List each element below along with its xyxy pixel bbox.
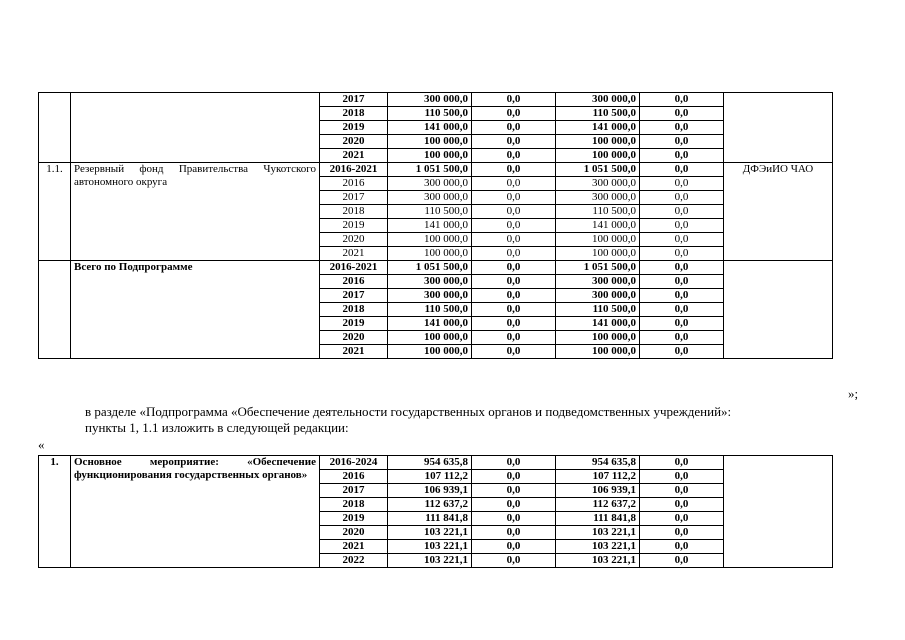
value-cell: 0,0 — [472, 135, 556, 149]
value-cell: 2016-2021 — [320, 261, 388, 275]
value-cell: 0,0 — [472, 345, 556, 359]
table-row — [39, 93, 833, 107]
value-cell: 103 221,1 — [556, 540, 640, 554]
value-cell: 0,0 — [472, 107, 556, 121]
value-cell: 2017 — [320, 289, 388, 303]
value-cell: 0,0 — [472, 331, 556, 345]
value-cell: 0,0 — [640, 303, 724, 317]
item-number-cell — [39, 93, 71, 163]
value-cell: 110 500,0 — [556, 107, 640, 121]
value-cell: 0,0 — [640, 163, 724, 177]
value-cell: 0,0 — [472, 554, 556, 568]
value-cell: 300 000,0 — [388, 93, 472, 107]
value-cell: 0,0 — [640, 121, 724, 135]
value-cell: 300 000,0 — [556, 289, 640, 303]
value-cell: 0,0 — [472, 456, 556, 470]
value-cell: 2021 — [320, 540, 388, 554]
value-cell: 0,0 — [640, 470, 724, 484]
value-cell: 2021 — [320, 345, 388, 359]
value-cell: 103 221,1 — [556, 526, 640, 540]
value-cell: 0,0 — [640, 540, 724, 554]
executor-cell: ДФЭиИО ЧАО — [724, 163, 833, 261]
value-cell: 141 000,0 — [388, 317, 472, 331]
value-cell: 0,0 — [472, 247, 556, 261]
table-row — [39, 163, 833, 177]
value-cell: 110 500,0 — [388, 205, 472, 219]
value-cell: 0,0 — [640, 177, 724, 191]
value-cell: 107 112,2 — [388, 470, 472, 484]
executor-cell — [724, 93, 833, 163]
value-cell: 100 000,0 — [556, 345, 640, 359]
value-cell: 0,0 — [472, 317, 556, 331]
value-cell: 2017 — [320, 93, 388, 107]
value-cell: 0,0 — [472, 261, 556, 275]
value-cell: 100 000,0 — [556, 135, 640, 149]
value-cell: 0,0 — [640, 345, 724, 359]
value-cell: 112 637,2 — [556, 498, 640, 512]
table-row — [39, 261, 833, 275]
value-cell: 100 000,0 — [388, 345, 472, 359]
value-cell: 0,0 — [640, 526, 724, 540]
value-cell: 110 500,0 — [556, 303, 640, 317]
value-cell: 0,0 — [472, 233, 556, 247]
value-cell: 0,0 — [472, 498, 556, 512]
value-cell: 0,0 — [472, 526, 556, 540]
value-cell: 2021 — [320, 149, 388, 163]
value-cell: 141 000,0 — [556, 121, 640, 135]
value-cell: 2019 — [320, 317, 388, 331]
value-cell: 0,0 — [640, 135, 724, 149]
value-cell: 0,0 — [472, 205, 556, 219]
value-cell: 1 051 500,0 — [556, 163, 640, 177]
value-cell: 2016 — [320, 275, 388, 289]
value-cell: 110 500,0 — [556, 205, 640, 219]
value-cell: 0,0 — [472, 149, 556, 163]
value-cell: 300 000,0 — [388, 289, 472, 303]
value-cell: 100 000,0 — [388, 149, 472, 163]
value-cell: 0,0 — [472, 512, 556, 526]
value-cell: 1 051 500,0 — [388, 261, 472, 275]
value-cell: 0,0 — [640, 498, 724, 512]
value-cell: 0,0 — [640, 149, 724, 163]
value-cell: 112 637,2 — [388, 498, 472, 512]
value-cell: 300 000,0 — [556, 191, 640, 205]
value-cell: 300 000,0 — [388, 191, 472, 205]
value-cell: 0,0 — [640, 233, 724, 247]
value-cell: 111 841,8 — [556, 512, 640, 526]
value-cell: 0,0 — [472, 177, 556, 191]
item-number-cell: 1.1. — [39, 163, 71, 261]
value-cell: 0,0 — [640, 331, 724, 345]
value-cell: 110 500,0 — [388, 107, 472, 121]
value-cell: 0,0 — [640, 107, 724, 121]
value-cell: 2020 — [320, 526, 388, 540]
value-cell: 0,0 — [472, 191, 556, 205]
value-cell: 0,0 — [472, 289, 556, 303]
value-cell: 106 939,1 — [388, 484, 472, 498]
value-cell: 0,0 — [640, 275, 724, 289]
value-cell: 2020 — [320, 135, 388, 149]
value-cell: 141 000,0 — [388, 121, 472, 135]
value-cell: 0,0 — [472, 163, 556, 177]
value-cell: 2016 — [320, 470, 388, 484]
value-cell: 0,0 — [640, 191, 724, 205]
item-name-cell: Резервный фонд Правительства Чукотского автономного округа — [71, 163, 320, 261]
value-cell: 2017 — [320, 484, 388, 498]
budget-table-state-bodies — [38, 455, 833, 568]
value-cell: 0,0 — [640, 247, 724, 261]
value-cell: 2022 — [320, 554, 388, 568]
value-cell: 300 000,0 — [556, 93, 640, 107]
value-cell: 0,0 — [640, 289, 724, 303]
value-cell: 300 000,0 — [388, 275, 472, 289]
value-cell: 954 635,8 — [556, 456, 640, 470]
value-cell: 2016 — [320, 177, 388, 191]
value-cell: 100 000,0 — [388, 247, 472, 261]
value-cell: 100 000,0 — [388, 135, 472, 149]
value-cell: 111 841,8 — [388, 512, 472, 526]
value-cell: 0,0 — [640, 205, 724, 219]
value-cell: 0,0 — [640, 317, 724, 331]
value-cell: 2017 — [320, 191, 388, 205]
value-cell: 2021 — [320, 247, 388, 261]
value-cell: 0,0 — [472, 93, 556, 107]
value-cell: 0,0 — [640, 219, 724, 233]
value-cell: 2018 — [320, 107, 388, 121]
value-cell: 2020 — [320, 233, 388, 247]
value-cell: 0,0 — [640, 261, 724, 275]
value-cell: 110 500,0 — [388, 303, 472, 317]
item-name-cell — [71, 93, 320, 163]
value-cell: 0,0 — [472, 303, 556, 317]
value-cell: 103 221,1 — [388, 554, 472, 568]
executor-cell — [724, 456, 833, 568]
value-cell: 103 221,1 — [388, 526, 472, 540]
value-cell: 0,0 — [472, 470, 556, 484]
value-cell: 100 000,0 — [556, 149, 640, 163]
value-cell: 0,0 — [640, 93, 724, 107]
value-cell: 107 112,2 — [556, 470, 640, 484]
item-number-cell: 1. — [39, 456, 71, 568]
value-cell: 2016-2021 — [320, 163, 388, 177]
value-cell: 141 000,0 — [388, 219, 472, 233]
value-cell: 0,0 — [472, 540, 556, 554]
value-cell: 2019 — [320, 121, 388, 135]
value-cell: 100 000,0 — [556, 233, 640, 247]
paragraph-line-1: в разделе «Подпрограмма «Обеспечение деятельности государственных органов и подведомственных учреждений»: — [85, 404, 732, 419]
value-cell: 0,0 — [472, 484, 556, 498]
value-cell: 100 000,0 — [388, 233, 472, 247]
value-cell: 300 000,0 — [556, 177, 640, 191]
value-cell: 100 000,0 — [556, 247, 640, 261]
value-cell: 0,0 — [640, 512, 724, 526]
value-cell: 100 000,0 — [556, 331, 640, 345]
value-cell: 2018 — [320, 498, 388, 512]
value-cell: 106 939,1 — [556, 484, 640, 498]
value-cell: 2019 — [320, 219, 388, 233]
value-cell: 2018 — [320, 205, 388, 219]
value-cell: 300 000,0 — [556, 275, 640, 289]
value-cell: 103 221,1 — [556, 554, 640, 568]
paragraph-line-2: пункты 1, 1.1 изложить в следующей редакции: — [85, 420, 349, 435]
value-cell: 103 221,1 — [388, 540, 472, 554]
value-cell: 0,0 — [640, 456, 724, 470]
budget-table-subprogram — [38, 92, 833, 359]
item-name-cell: Основное мероприятие: «Обеспечение функционирования государственных органов» — [71, 456, 320, 568]
value-cell: 0,0 — [472, 219, 556, 233]
value-cell: 0,0 — [472, 275, 556, 289]
value-cell: 954 635,8 — [388, 456, 472, 470]
value-cell: 100 000,0 — [388, 331, 472, 345]
opening-quote: « — [38, 437, 45, 452]
value-cell: 1 051 500,0 — [556, 261, 640, 275]
item-name-cell: Всего по Подпрограмме — [71, 261, 320, 359]
value-cell: 141 000,0 — [556, 219, 640, 233]
table-row — [39, 456, 833, 470]
value-cell: 2020 — [320, 331, 388, 345]
value-cell: 141 000,0 — [556, 317, 640, 331]
value-cell: 0,0 — [640, 554, 724, 568]
value-cell: 2018 — [320, 303, 388, 317]
executor-cell — [724, 261, 833, 359]
closing-quote: »; — [848, 386, 859, 401]
value-cell: 0,0 — [472, 121, 556, 135]
value-cell: 300 000,0 — [388, 177, 472, 191]
value-cell: 1 051 500,0 — [388, 163, 472, 177]
value-cell: 2016-2024 — [320, 456, 388, 470]
item-number-cell — [39, 261, 71, 359]
value-cell: 0,0 — [640, 484, 724, 498]
value-cell: 2019 — [320, 512, 388, 526]
